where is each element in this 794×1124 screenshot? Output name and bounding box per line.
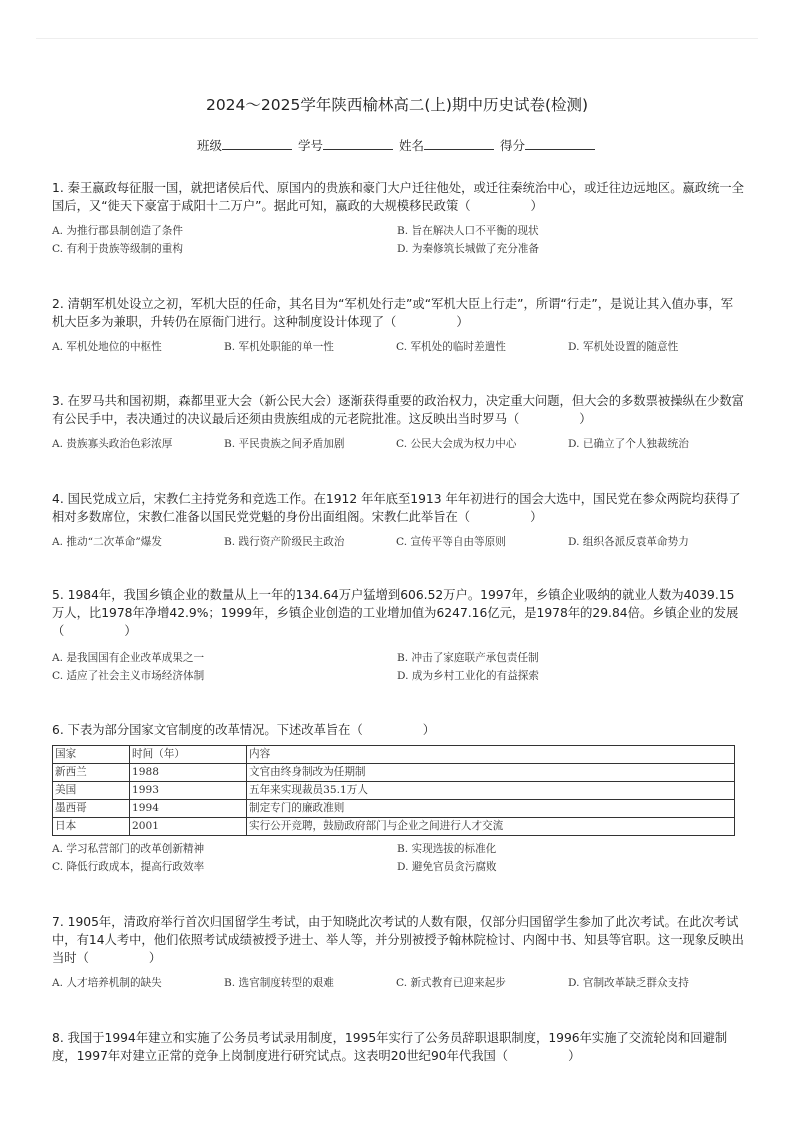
id-label: 学号 [297, 138, 323, 153]
class-blank[interactable] [222, 137, 292, 150]
table-cell: 1994 [130, 800, 247, 818]
exam-title: 2024～2025学年陕西榆林高二(上)期中历史试卷(检测) [205, 96, 589, 114]
option-b[interactable]: B. 旨在解决人口不平衡的现状 [397, 225, 539, 237]
option-c[interactable]: C. 适应了社会主义市场经济体制 [52, 670, 205, 682]
table-cell: 1993 [130, 782, 247, 800]
question-1-stem: 1. 秦王嬴政每征服一国，就把诸侯后代、原国内的贵族和豪门大户迁往他处，或迁往秦统治中心，或迁往边远地区。嬴政统一全国后，又“徙天下豪富于咸阳十二万户”。据此可知，嬴政的大规模移民政策（ ） [52, 181, 744, 213]
option-c[interactable]: C. 宣传平等自由等原则 [396, 536, 506, 548]
name-label: 姓名 [398, 138, 424, 153]
option-d[interactable]: D. 已确立了个人独裁统治 [568, 438, 689, 450]
table-cell: 2001 [130, 818, 247, 836]
option-d[interactable]: D. 官制改革缺乏群众支持 [568, 977, 689, 989]
score-blank[interactable] [525, 137, 595, 150]
question-3-stem: 3. 在罗马共和国初期，森都里亚大会（新公民大会）逐渐获得重要的政治权力，决定重大问题，但大会的多数票被操纵在少数富有公民手中，表决通过的决议最后还须由贵族组成的元老院批准。这反映出当时罗马（ ） [52, 394, 744, 426]
question-8-stem: 8. 我国于1994年建立和实施了公务员考试录用制度，1995年实行了公务员辞职退职制度，1996年实施了交流轮岗和回避制度，1997年对建立正常的竞争上岗制度进行研究试点。这表明20世纪90年代我国（ ） [52, 1031, 728, 1063]
question-7-options [52, 974, 744, 992]
option-d[interactable]: D. 避免官员贪污腐败 [397, 861, 497, 873]
student-info-line [0, 136, 794, 154]
table-header-cell: 时间（年） [130, 746, 247, 764]
question-6-stem: 6. 下表为部分国家文官制度的改革情况。下述改革旨在（ ） [52, 723, 436, 737]
question-3-options [52, 435, 744, 453]
option-c[interactable]: C. 降低行政成本，提高行政效率 [52, 861, 205, 873]
option-d[interactable]: D. 为秦修筑长城做了充分准备 [397, 243, 539, 255]
question-1-options [52, 222, 744, 258]
table-cell: 日本 [53, 818, 130, 836]
question-5-stem: 5. 1984年，我国乡镇企业的数量从上一年的134.64万户猛增到606.52万户。1997年，乡镇企业吸纳的就业人数为4039.15万人，比1978年净增42.9%；1999年，乡镇企业创造的工业增加值为6247.16亿元，是1978年的29.84倍。乡镇企业的发展 （ ） [52, 588, 739, 638]
question-2-stem: 2. 清朝军机处设立之初，军机大臣的任命，其名目为“军机处行走”或“军机大臣上行走”，所谓“行走”，是说让其入值办事，军机大臣多为兼职，升转仍在原衙门进行。这种制度设计体现了（ ） [52, 297, 734, 329]
option-c[interactable]: C. 有利于贵族等级制的重构 [52, 243, 183, 255]
table-row [53, 782, 735, 800]
option-b[interactable]: B. 军机处职能的单一性 [224, 341, 334, 353]
table-cell: 实行公开竞聘，鼓励政府部门与企业之间进行人才交流 [247, 818, 735, 836]
option-b[interactable]: B. 践行资产阶级民主政治 [224, 536, 345, 548]
question-7-stem: 7. 1905年，清政府举行首次归国留学生考试，由于知晓此次考试的人数有限，仅部分归国留学生参加了此次考试。在此次考试中，有14人考中，他们依照考试成绩被授予进士、举人等，并分别被授予翰林院检讨、内阁中书、知县等官职。这一现象反映出当时（ ） [52, 915, 744, 965]
reform-table [52, 745, 735, 836]
option-d[interactable]: D. 军机处设置的随意性 [568, 341, 679, 353]
score-label: 得分 [499, 138, 525, 153]
option-d[interactable]: D. 成为乡村工业化的有益探索 [397, 670, 539, 682]
table-cell: 制定专门的廉政准则 [247, 800, 735, 818]
option-c[interactable]: C. 新式教育已迎来起步 [396, 977, 506, 989]
option-b[interactable]: B. 选官制度转型的艰难 [224, 977, 334, 989]
table-header-cell: 内容 [247, 746, 735, 764]
option-d[interactable]: D. 组织各派反袁革命势力 [568, 536, 689, 548]
option-a[interactable]: A. 为推行郡县制创造了条件 [52, 225, 183, 237]
table-header-cell: 国家 [53, 746, 130, 764]
table-cell: 墨西哥 [53, 800, 130, 818]
question-2-options [52, 338, 744, 356]
option-a[interactable]: A. 学习私营部门的改革创新精神 [52, 843, 205, 855]
question-5-options [52, 649, 744, 685]
name-blank[interactable] [424, 137, 494, 150]
option-a[interactable]: A. 是我国国有企业改革成果之一 [52, 652, 205, 664]
table-cell: 1988 [130, 764, 247, 782]
option-a[interactable]: A. 推动“二次革命”爆发 [52, 536, 162, 548]
option-b[interactable]: B. 冲击了家庭联产承包责任制 [397, 652, 539, 664]
option-a[interactable]: A. 军机处地位的中枢性 [52, 341, 162, 353]
option-c[interactable]: C. 军机处的临时差遣性 [396, 341, 506, 353]
table-cell: 文官由终身制改为任期制 [247, 764, 735, 782]
table-header-row [53, 746, 735, 764]
option-b[interactable]: B. 实现选拔的标准化 [397, 843, 497, 855]
option-a[interactable]: A. 贵族寡头政治色彩浓厚 [52, 438, 173, 450]
table-cell: 五年来实现裁员35.1万人 [247, 782, 735, 800]
id-blank[interactable] [323, 137, 393, 150]
table-row [53, 800, 735, 818]
option-a[interactable]: A. 人才培养机制的缺失 [52, 977, 162, 989]
question-4-stem: 4. 国民党成立后，宋教仁主持党务和竞选工作。在1912 年年底至1913 年年初进行的国会大选中，国民党在参众两院均获得了相对多数席位，宋教仁准备以国民党党魁的身份出面组阁。宋教仁此举旨在（ ） [52, 492, 741, 524]
table-row [53, 818, 735, 836]
class-label: 班级 [196, 138, 222, 153]
table-cell: 美国 [53, 782, 130, 800]
option-c[interactable]: C. 公民大会成为权力中心 [396, 438, 517, 450]
table-row [53, 764, 735, 782]
option-b[interactable]: B. 平民贵族之间矛盾加剧 [224, 438, 345, 450]
question-4-options [52, 533, 744, 551]
header-divider [36, 38, 758, 39]
question-6-options [52, 840, 744, 876]
table-cell: 新西兰 [53, 764, 130, 782]
